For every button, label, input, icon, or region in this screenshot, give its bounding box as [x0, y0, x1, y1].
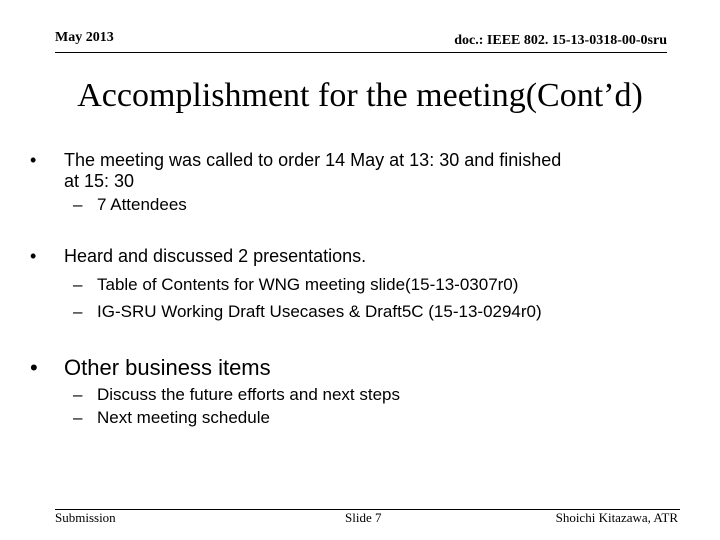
slide-title: Accomplishment for the meeting(Cont’d) — [77, 77, 643, 114]
sub-bullet-marker: – — [73, 195, 83, 214]
sub-bullet-marker: – — [73, 302, 83, 321]
header-doc-id: doc.: IEEE 802. 15-13-0318-00-0sru — [454, 33, 667, 48]
sub-bullet-marker: – — [73, 408, 83, 427]
sub-bullet-text: Discuss the future efforts and next steps — [97, 385, 401, 404]
bullet-text: at 15: 30 — [64, 171, 135, 191]
sub-bullet-text: IG-SRU Working Draft Usecases & Draft5C (15-13-0294r0) — [97, 302, 542, 321]
sub-bullet-marker: – — [73, 385, 83, 404]
footer-author: Shoichi Kitazawa, ATR — [555, 510, 678, 525]
bullet-marker: • — [30, 246, 37, 266]
bullet-marker: • — [30, 355, 38, 380]
sub-bullet-text: 7 Attendees — [97, 195, 187, 214]
bullet-text: The meeting was called to order 14 May at 13: 30 and finished — [64, 150, 562, 170]
bullet-marker: • — [30, 150, 37, 170]
bullet-text: Other business items — [64, 355, 271, 380]
sub-bullet-text: Table of Contents for WNG meeting slide(15-13-0307r0) — [97, 275, 519, 294]
footer-slide-number: Slide 7 — [345, 510, 382, 525]
bullet-text: Heard and discussed 2 presentations. — [64, 246, 367, 266]
sub-bullet-marker: – — [73, 275, 83, 294]
header-date: May 2013 — [55, 30, 114, 45]
sub-bullet-text: Next meeting schedule — [97, 408, 270, 427]
header-divider — [55, 52, 667, 53]
footer-submission: Submission — [55, 510, 116, 525]
